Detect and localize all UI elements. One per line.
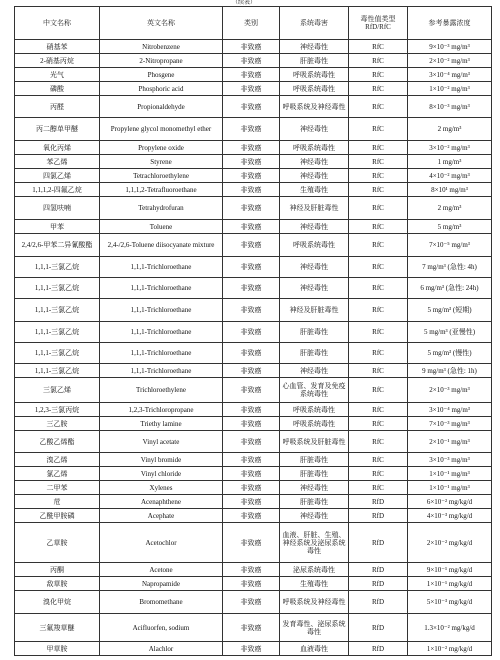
toxicity-type-cell: RfC xyxy=(349,322,408,343)
table-row xyxy=(15,614,492,642)
system-toxicity-cell: 血液毒性 xyxy=(280,642,349,656)
chinese-name-cell: 丙醛 xyxy=(15,96,100,118)
toxicity-type-cell: RfD xyxy=(349,642,408,656)
chinese-name-cell: 1,2,3-三氯丙烷 xyxy=(15,403,100,417)
toxicity-type-cell: RfC xyxy=(349,299,408,322)
chinese-name-cell: 三乙胺 xyxy=(15,417,100,431)
system-toxicity-cell: 发育毒性、泌尿系统毒性 xyxy=(280,614,349,642)
english-name-cell: Napropamide xyxy=(100,577,223,591)
reference-value-cell: 3×10⁻³ mg/m³ xyxy=(408,453,492,467)
toxicity-type-cell: RfC xyxy=(349,417,408,431)
category-cell: 非致癌 xyxy=(223,614,280,642)
header-english-name: 英文名称 xyxy=(100,7,223,40)
reference-value-cell: 4×10⁻³ mg/kg/d xyxy=(408,509,492,523)
english-name-cell: Vinyl bromide xyxy=(100,453,223,467)
reference-value-cell: 1×10⁻¹ mg/m³ xyxy=(408,481,492,495)
category-cell: 非致癌 xyxy=(223,220,280,234)
toxicity-type-cell: RfC xyxy=(349,278,408,299)
toxicity-type-cell: RfC xyxy=(349,141,408,155)
category-cell: 非致癌 xyxy=(223,467,280,481)
toxicity-type-cell: RfD xyxy=(349,591,408,614)
category-cell: 非致癌 xyxy=(223,343,280,364)
toxicity-type-cell: RfD xyxy=(349,577,408,591)
toxicity-type-cell: RfC xyxy=(349,467,408,481)
category-cell: 非致癌 xyxy=(223,378,280,403)
table-row xyxy=(15,155,492,169)
category-cell: 非致癌 xyxy=(223,403,280,417)
category-cell: 非致癌 xyxy=(223,141,280,155)
chinese-name-cell: 溴乙烯 xyxy=(15,453,100,467)
chinese-name-cell: 光气 xyxy=(15,68,100,82)
reference-value-cell: 2 mg/m³ xyxy=(408,197,492,220)
reference-value-cell: 1×10⁻² mg/kg/d xyxy=(408,642,492,656)
category-cell: 非致癌 xyxy=(223,234,280,257)
chinese-name-cell: 苊 xyxy=(15,495,100,509)
reference-value-cell: 3×10⁻² mg/m³ xyxy=(408,141,492,155)
chinese-name-cell: 2,4/2,6-甲苯二异氰酸酯 xyxy=(15,234,100,257)
table-row xyxy=(15,642,492,656)
category-cell: 非致癌 xyxy=(223,509,280,523)
english-name-cell: 1,2,3-Trichloropropane xyxy=(100,403,223,417)
header-system-toxicity: 系统毒害 xyxy=(280,7,349,40)
system-toxicity-cell: 肝脏毒性 xyxy=(280,467,349,481)
table-row xyxy=(15,278,492,299)
reference-value-cell: 2×10⁻² mg/kg/d xyxy=(408,523,492,563)
system-toxicity-cell: 生殖毒性 xyxy=(280,183,349,197)
english-name-cell: Propionaldehyde xyxy=(100,96,223,118)
category-cell: 非致癌 xyxy=(223,495,280,509)
reference-value-cell: 2×10⁻³ mg/m³ xyxy=(408,378,492,403)
toxicity-type-cell: RfD xyxy=(349,563,408,577)
table-row xyxy=(15,495,492,509)
chinese-name-cell: 乙酸乙烯酯 xyxy=(15,431,100,453)
category-cell: 非致癌 xyxy=(223,96,280,118)
table-row xyxy=(15,183,492,197)
system-toxicity-cell: 神经毒性 xyxy=(280,481,349,495)
system-toxicity-cell: 血液、肝脏、生殖、神经系统及泌尿系统毒性 xyxy=(280,523,349,563)
chinese-name-cell: 1,1,1-三氯乙烷 xyxy=(15,322,100,343)
reference-value-cell: 8×10¹ mg/m³ xyxy=(408,183,492,197)
table-row xyxy=(15,54,492,68)
toxicity-type-cell: RfC xyxy=(349,40,408,54)
english-name-cell: Trichloroethylene xyxy=(100,378,223,403)
english-name-cell: 2,4-/2,6-Toluene diisocyanate mixture xyxy=(100,234,223,257)
system-toxicity-cell: 神经毒性 xyxy=(280,40,349,54)
english-name-cell: Xylenes xyxy=(100,481,223,495)
table-row xyxy=(15,467,492,481)
english-name-cell: 1,1,1-Trichloroethane xyxy=(100,343,223,364)
english-name-cell: Acifluorfen, sodium xyxy=(100,614,223,642)
system-toxicity-cell: 肝脏毒性 xyxy=(280,343,349,364)
system-toxicity-cell: 呼吸系统毒性 xyxy=(280,141,349,155)
chinese-name-cell: 四氢呋喃 xyxy=(15,197,100,220)
table-row xyxy=(15,453,492,467)
toxicity-type-cell: RfC xyxy=(349,118,408,141)
toxicity-type-cell: RfC xyxy=(349,68,408,82)
system-toxicity-cell: 神经毒性 xyxy=(280,220,349,234)
english-name-cell: 1,1,1-Trichloroethane xyxy=(100,322,223,343)
chinese-name-cell: 丙酮 xyxy=(15,563,100,577)
reference-value-cell: 2×10⁻² mg/m³ xyxy=(408,54,492,68)
english-name-cell: 1,1,1-Trichloroethane xyxy=(100,299,223,322)
chinese-name-cell: 氧化丙烯 xyxy=(15,141,100,155)
chinese-name-cell: 三氟羧草醚 xyxy=(15,614,100,642)
category-cell: 非致癌 xyxy=(223,257,280,278)
reference-value-cell: 3×10⁻⁴ mg/m³ xyxy=(408,403,492,417)
table-row xyxy=(15,40,492,54)
table-row xyxy=(15,403,492,417)
system-toxicity-cell: 泌尿系统毒性 xyxy=(280,563,349,577)
system-toxicity-cell: 心血管、发育及免疫系统毒性 xyxy=(280,378,349,403)
toxicity-type-cell: RfC xyxy=(349,453,408,467)
toxicity-type-cell: RfC xyxy=(349,343,408,364)
table-row xyxy=(15,82,492,96)
english-name-cell: Acetone xyxy=(100,563,223,577)
toxicity-type-cell: RfC xyxy=(349,96,408,118)
toxicity-type-cell: RfC xyxy=(349,169,408,183)
reference-value-cell: 2 mg/m³ xyxy=(408,118,492,141)
chinese-name-cell: 2-硝基丙烷 xyxy=(15,54,100,68)
category-cell: 非致癌 xyxy=(223,68,280,82)
toxicity-type-cell: RfC xyxy=(349,197,408,220)
category-cell: 非致癌 xyxy=(223,642,280,656)
category-cell: 非致癌 xyxy=(223,417,280,431)
toxicity-table xyxy=(14,6,492,656)
chinese-name-cell: 1,1,1,2-四氟乙烷 xyxy=(15,183,100,197)
chinese-name-cell: 甲苯 xyxy=(15,220,100,234)
reference-value-cell: 1.3×10⁻² mg/kg/d xyxy=(408,614,492,642)
english-name-cell: Nitrobenzene xyxy=(100,40,223,54)
table-caption: （续表） xyxy=(232,0,257,6)
reference-value-cell: 7×10⁻⁵ mg/m³ xyxy=(408,234,492,257)
chinese-name-cell: 磷酸 xyxy=(15,82,100,96)
table-row xyxy=(15,563,492,577)
system-toxicity-cell: 呼吸系统及神经毒性 xyxy=(280,591,349,614)
english-name-cell: Triethy lamine xyxy=(100,417,223,431)
chinese-name-cell: 丙二醇单甲醚 xyxy=(15,118,100,141)
table-row xyxy=(15,169,492,183)
chinese-name-cell: 敌草胺 xyxy=(15,577,100,591)
reference-value-cell: 9×10⁻³ mg/m³ xyxy=(408,40,492,54)
toxicity-type-cell: RfC xyxy=(349,220,408,234)
table-row xyxy=(15,523,492,563)
category-cell: 非致癌 xyxy=(223,278,280,299)
toxicity-type-cell: RfC xyxy=(349,155,408,169)
category-cell: 非致癌 xyxy=(223,183,280,197)
table-container xyxy=(14,0,491,656)
chinese-name-cell: 氯乙烯 xyxy=(15,467,100,481)
english-name-cell: Vinyl chloride xyxy=(100,467,223,481)
table-row xyxy=(15,378,492,403)
category-cell: 非致癌 xyxy=(223,523,280,563)
reference-value-cell: 2×10⁻¹ mg/m³ xyxy=(408,431,492,453)
english-name-cell: 1,1,1-Trichloroethane xyxy=(100,364,223,378)
system-toxicity-cell: 呼吸系统毒性 xyxy=(280,234,349,257)
category-cell: 非致癌 xyxy=(223,155,280,169)
toxicity-type-cell: RfC xyxy=(349,431,408,453)
table-row xyxy=(15,220,492,234)
chinese-name-cell: 1,1,1-三氯乙烷 xyxy=(15,343,100,364)
chinese-name-cell: 三氯乙烯 xyxy=(15,378,100,403)
reference-value-cell: 3×10⁻⁴ mg/m³ xyxy=(408,68,492,82)
category-cell: 非致癌 xyxy=(223,591,280,614)
reference-value-cell: 9×10⁻¹ mg/kg/d xyxy=(408,563,492,577)
toxicity-type-cell: RfC xyxy=(349,82,408,96)
system-toxicity-cell: 呼吸系统毒性 xyxy=(280,68,349,82)
english-name-cell: Alachlor xyxy=(100,642,223,656)
system-toxicity-cell: 呼吸系统毒性 xyxy=(280,403,349,417)
english-name-cell: 1,1,1-Trichloroethane xyxy=(100,278,223,299)
reference-value-cell: 6×10⁻² mg/kg/d xyxy=(408,495,492,509)
english-name-cell: 1,1,1,2-Tetrafluoroethane xyxy=(100,183,223,197)
reference-value-cell: 5 mg/m³ (亚慢性) xyxy=(408,322,492,343)
table-row xyxy=(15,197,492,220)
toxicity-type-cell: RfD xyxy=(349,523,408,563)
reference-value-cell: 6 mg/m³ (急性: 24h) xyxy=(408,278,492,299)
category-cell: 非致癌 xyxy=(223,481,280,495)
toxicity-type-cell: RfD xyxy=(349,614,408,642)
reference-value-cell: 4×10⁻² mg/m³ xyxy=(408,169,492,183)
table-row xyxy=(15,481,492,495)
category-cell: 非致癌 xyxy=(223,322,280,343)
category-cell: 非致癌 xyxy=(223,82,280,96)
table-row xyxy=(15,417,492,431)
category-cell: 非致癌 xyxy=(223,299,280,322)
system-toxicity-cell: 神经毒性 xyxy=(280,118,349,141)
english-name-cell: Tetrachloroethylene xyxy=(100,169,223,183)
chinese-name-cell: 溴化甲烷 xyxy=(15,591,100,614)
english-name-cell: Bromomethane xyxy=(100,591,223,614)
system-toxicity-cell: 神经及肝脏毒性 xyxy=(280,197,349,220)
toxicity-type-cell: RfC xyxy=(349,364,408,378)
system-toxicity-cell: 神经及肝脏毒性 xyxy=(280,299,349,322)
system-toxicity-cell: 神经毒性 xyxy=(280,509,349,523)
header-chinese-name: 中文名称 xyxy=(15,7,100,40)
english-name-cell: Vinyl acetate xyxy=(100,431,223,453)
system-toxicity-cell: 肝脏毒性 xyxy=(280,54,349,68)
toxicity-type-cell: RfC xyxy=(349,481,408,495)
table-row xyxy=(15,96,492,118)
category-cell: 非致癌 xyxy=(223,577,280,591)
table-row xyxy=(15,234,492,257)
category-cell: 非致癌 xyxy=(223,364,280,378)
reference-value-cell: 1×10⁻² mg/m³ xyxy=(408,82,492,96)
toxicity-type-cell: RfC xyxy=(349,257,408,278)
table-row xyxy=(15,257,492,278)
english-name-cell: Tetrahydrofuran xyxy=(100,197,223,220)
reference-value-cell: 5 mg/m³ xyxy=(408,220,492,234)
english-name-cell: Acephate xyxy=(100,509,223,523)
chinese-name-cell: 二甲苯 xyxy=(15,481,100,495)
table-row xyxy=(15,343,492,364)
system-toxicity-cell: 生殖毒性 xyxy=(280,577,349,591)
system-toxicity-cell: 呼吸系统毒性 xyxy=(280,82,349,96)
table-row xyxy=(15,118,492,141)
reference-value-cell: 1×10⁻¹ mg/m³ xyxy=(408,467,492,481)
english-name-cell: Propylene glycol monomethyl ether xyxy=(100,118,223,141)
english-name-cell: Phosgene xyxy=(100,68,223,82)
table-row xyxy=(15,299,492,322)
reference-value-cell: 5 mg/m³ (短期) xyxy=(408,299,492,322)
toxicity-type-cell: RfC xyxy=(349,234,408,257)
chinese-name-cell: 1,1,1-三氯乙烷 xyxy=(15,257,100,278)
chinese-name-cell: 苯乙烯 xyxy=(15,155,100,169)
english-name-cell: Acenaphthene xyxy=(100,495,223,509)
header-reference-value: 参考暴露浓度 xyxy=(408,7,492,40)
reference-value-cell: 1×10⁻¹ mg/kg/d xyxy=(408,577,492,591)
system-toxicity-cell: 神经毒性 xyxy=(280,257,349,278)
system-toxicity-cell: 神经毒性 xyxy=(280,155,349,169)
table-row xyxy=(15,577,492,591)
table-row xyxy=(15,68,492,82)
category-cell: 非致癌 xyxy=(223,563,280,577)
category-cell: 非致癌 xyxy=(223,197,280,220)
system-toxicity-cell: 呼吸系统及神经毒性 xyxy=(280,96,349,118)
chinese-name-cell: 四氯乙烯 xyxy=(15,169,100,183)
english-name-cell: Styrene xyxy=(100,155,223,169)
english-name-cell: Acetochlor xyxy=(100,523,223,563)
header-category: 类别 xyxy=(223,7,280,40)
system-toxicity-cell: 呼吸系统毒性 xyxy=(280,417,349,431)
system-toxicity-cell: 肝脏毒性 xyxy=(280,322,349,343)
chinese-name-cell: 1,1,1-三氯乙烷 xyxy=(15,299,100,322)
english-name-cell: Toluene xyxy=(100,220,223,234)
category-cell: 非致癌 xyxy=(223,54,280,68)
table-row xyxy=(15,364,492,378)
chinese-name-cell: 甲草胺 xyxy=(15,642,100,656)
table-row xyxy=(15,591,492,614)
toxicity-type-cell: RfC xyxy=(349,378,408,403)
reference-value-cell: 7 mg/m³ (急性: 4h) xyxy=(408,257,492,278)
table-row xyxy=(15,322,492,343)
english-name-cell: Phosphoric acid xyxy=(100,82,223,96)
category-cell: 非致癌 xyxy=(223,431,280,453)
chinese-name-cell: 乙草胺 xyxy=(15,523,100,563)
system-toxicity-cell: 神经毒性 xyxy=(280,364,349,378)
reference-value-cell: 5×10⁻³ mg/kg/d xyxy=(408,591,492,614)
header-toxicity-type: 毒性值类型 RfD/RfC xyxy=(349,7,408,40)
chinese-name-cell: 1,1,1-三氯乙烷 xyxy=(15,364,100,378)
reference-value-cell: 1 mg/m³ xyxy=(408,155,492,169)
reference-value-cell: 9 mg/m³ (急性: 1h) xyxy=(408,364,492,378)
chinese-name-cell: 乙酰甲胺磷 xyxy=(15,509,100,523)
toxicity-type-cell: RfC xyxy=(349,183,408,197)
toxicity-type-cell: RfC xyxy=(349,54,408,68)
category-cell: 非致癌 xyxy=(223,453,280,467)
english-name-cell: 1,1,1-Trichloroethane xyxy=(100,257,223,278)
reference-value-cell: 7×10⁻³ mg/m³ xyxy=(408,417,492,431)
system-toxicity-cell: 神经毒性 xyxy=(280,169,349,183)
toxicity-type-cell: RfC xyxy=(349,403,408,417)
header-row xyxy=(15,7,492,40)
table-row xyxy=(15,141,492,155)
reference-value-cell: 5 mg/m³ (慢性) xyxy=(408,343,492,364)
category-cell: 非致癌 xyxy=(223,40,280,54)
english-name-cell: 2-Nitropropane xyxy=(100,54,223,68)
table-row xyxy=(15,431,492,453)
system-toxicity-cell: 肝脏毒性 xyxy=(280,495,349,509)
toxicity-type-cell: RfD xyxy=(349,495,408,509)
chinese-name-cell: 硝基苯 xyxy=(15,40,100,54)
reference-value-cell: 8×10⁻³ mg/m³ xyxy=(408,96,492,118)
category-cell: 非致癌 xyxy=(223,118,280,141)
table-row xyxy=(15,509,492,523)
english-name-cell: Propylene oxide xyxy=(100,141,223,155)
toxicity-type-cell: RfD xyxy=(349,509,408,523)
category-cell: 非致癌 xyxy=(223,169,280,183)
system-toxicity-cell: 神经毒性 xyxy=(280,278,349,299)
system-toxicity-cell: 呼吸系统及肝脏毒性 xyxy=(280,431,349,453)
system-toxicity-cell: 肝脏毒性 xyxy=(280,453,349,467)
chinese-name-cell: 1,1,1-三氯乙烷 xyxy=(15,278,100,299)
